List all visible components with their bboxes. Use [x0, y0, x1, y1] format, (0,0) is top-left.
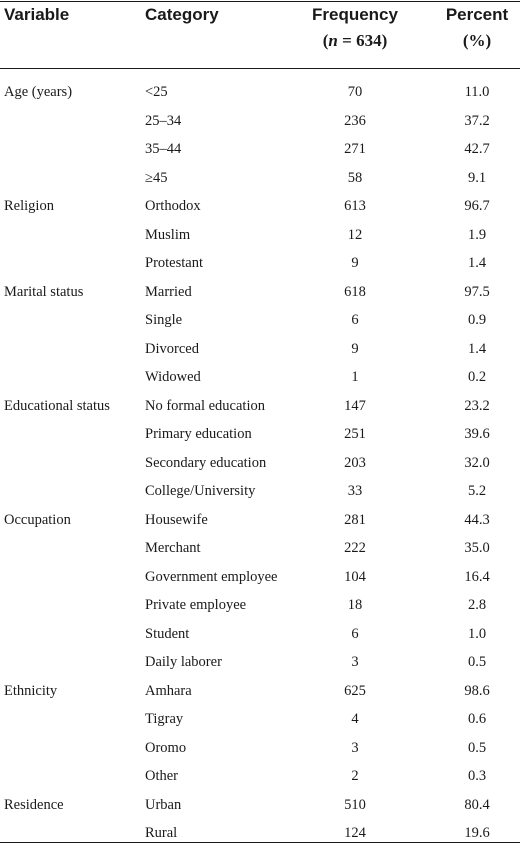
table-row — [0, 420, 524, 448]
cell-frequency: 2 — [351, 768, 359, 784]
table-row — [0, 705, 524, 733]
cell-category: Other — [145, 768, 179, 784]
cell-frequency: 251 — [344, 426, 366, 442]
cell-frequency: 3 — [351, 739, 359, 756]
cell-percent: 1.4 — [467, 340, 487, 357]
table-row — [0, 534, 524, 562]
table-row — [0, 392, 524, 420]
header-frequency-n-value: = 634) — [337, 31, 388, 50]
cell-percent: 39.6 — [464, 426, 490, 442]
table-row — [0, 107, 524, 135]
table-row — [0, 449, 524, 477]
cell-frequency: 271 — [344, 141, 366, 157]
header-percent-label: Percent — [445, 5, 509, 24]
cell-frequency: 625 — [344, 682, 366, 699]
cell-category: Divorced — [145, 340, 199, 357]
cell-frequency: 18 — [347, 597, 363, 613]
cell-category: Government employee — [145, 568, 278, 585]
cell-frequency: 618 — [344, 283, 366, 300]
table-row — [0, 306, 524, 334]
cell-frequency: 147 — [344, 397, 366, 414]
table-row — [0, 677, 524, 705]
cell-percent: 0.2 — [467, 369, 487, 385]
cell-percent: 0.6 — [467, 711, 487, 727]
cell-category: Married — [145, 283, 192, 300]
table-row — [0, 506, 524, 534]
cell-category: Orthodox — [145, 198, 201, 214]
header-frequency-n-symbol: n — [328, 31, 338, 50]
cell-frequency: 1 — [351, 369, 359, 385]
cell-category: Protestant — [145, 255, 203, 271]
cell-category: 25–34 — [145, 112, 182, 129]
table-row — [0, 221, 524, 249]
cell-frequency: 104 — [344, 568, 366, 585]
cell-percent: 11.0 — [464, 84, 490, 100]
cell-percent: 16.4 — [464, 568, 490, 585]
cell-frequency: 12 — [347, 226, 363, 243]
cell-variable: Marital status — [4, 283, 84, 300]
cell-category: Rural — [145, 825, 178, 841]
cell-category: Housewife — [145, 511, 208, 528]
cell-variable: Age (years) — [4, 84, 73, 100]
table-row — [0, 135, 524, 163]
cell-category: Tigray — [145, 711, 184, 727]
header-bottom-rule — [0, 68, 520, 69]
cell-percent: 37.2 — [464, 112, 490, 129]
header-variable: Variable — [4, 5, 70, 24]
cell-frequency: 58 — [347, 169, 363, 186]
cell-frequency: 510 — [344, 796, 366, 813]
table-row — [0, 335, 524, 363]
cell-category: Urban — [145, 796, 182, 813]
cell-percent: 0.9 — [467, 312, 487, 328]
header-frequency-label: Frequency — [312, 5, 398, 24]
table-row — [0, 791, 524, 819]
cell-percent: 42.7 — [464, 141, 490, 157]
cell-percent: 19.6 — [464, 825, 490, 841]
table-row — [0, 164, 524, 192]
header-frequency-n: (n = 634) — [322, 31, 388, 50]
table-row — [0, 762, 524, 790]
cell-percent: 1.0 — [467, 625, 487, 642]
cell-category: College/University — [145, 483, 256, 499]
table-row — [0, 563, 524, 591]
cell-percent: 1.9 — [467, 226, 487, 243]
cell-category: Student — [145, 625, 190, 642]
cell-frequency: 70 — [347, 84, 363, 100]
cell-category: Oromo — [145, 739, 187, 756]
table-row — [0, 192, 524, 220]
cell-frequency: 203 — [344, 454, 366, 471]
cell-percent: 0.5 — [467, 739, 487, 756]
cell-frequency: 3 — [351, 654, 359, 670]
table-row — [0, 363, 524, 391]
cell-frequency: 236 — [344, 112, 366, 129]
cell-category: Primary education — [145, 426, 252, 442]
header-frequency — [300, 2, 410, 54]
cell-frequency: 4 — [351, 711, 359, 727]
cell-category: Muslim — [145, 226, 191, 243]
cell-percent: 97.5 — [464, 283, 490, 300]
cell-percent: 35.0 — [464, 540, 490, 556]
cell-percent: 0.3 — [467, 768, 487, 784]
cell-category: 35–44 — [145, 141, 182, 157]
cell-frequency: 281 — [344, 511, 366, 528]
table-row — [0, 648, 524, 676]
cell-frequency: 33 — [347, 483, 363, 499]
cell-category: Merchant — [145, 540, 201, 556]
cell-percent: 2.8 — [467, 597, 487, 613]
cell-frequency: 6 — [351, 625, 359, 642]
table-row — [0, 620, 524, 648]
table-bottom-rule — [0, 842, 520, 843]
cell-variable: Ethnicity — [4, 682, 58, 699]
table-row — [0, 78, 524, 106]
cell-percent: 80.4 — [464, 796, 490, 813]
cell-frequency: 9 — [351, 255, 359, 271]
cell-percent: 0.5 — [467, 654, 487, 670]
cell-category: Single — [145, 312, 183, 328]
cell-variable: Residence — [4, 796, 64, 813]
cell-frequency: 6 — [351, 312, 359, 328]
cell-percent: 23.2 — [464, 397, 490, 414]
cell-category: Widowed — [145, 369, 201, 385]
cell-category: Daily laborer — [145, 654, 222, 670]
cell-category: ≥45 — [145, 169, 168, 186]
cell-category: Secondary education — [145, 454, 267, 471]
cell-variable: Occupation — [4, 511, 71, 528]
cell-percent: 5.2 — [467, 483, 487, 499]
cell-percent: 96.7 — [464, 198, 490, 214]
cell-frequency: 613 — [344, 198, 366, 214]
cell-frequency: 9 — [351, 340, 359, 357]
header-category: Category — [145, 5, 219, 24]
cell-percent: 44.3 — [464, 511, 490, 528]
cell-percent: 1.4 — [467, 255, 487, 271]
cell-category: Private employee — [145, 597, 247, 613]
table-row — [0, 477, 524, 505]
table-row — [0, 249, 524, 277]
table-row — [0, 734, 524, 762]
table-row — [0, 591, 524, 619]
cell-percent: 98.6 — [464, 682, 490, 699]
cell-variable: Educational status — [4, 397, 110, 414]
cell-category: <25 — [145, 84, 168, 100]
cell-percent: 9.1 — [467, 169, 487, 186]
cell-frequency: 222 — [344, 540, 366, 556]
cell-category: Amhara — [145, 682, 192, 699]
cell-variable: Religion — [4, 198, 54, 214]
header-percent — [432, 2, 522, 54]
cell-category: No formal education — [145, 397, 265, 414]
cell-percent: 32.0 — [464, 454, 490, 471]
table-row — [0, 278, 524, 306]
cell-frequency: 124 — [344, 825, 366, 841]
header-percent-unit: (%) — [462, 31, 492, 50]
